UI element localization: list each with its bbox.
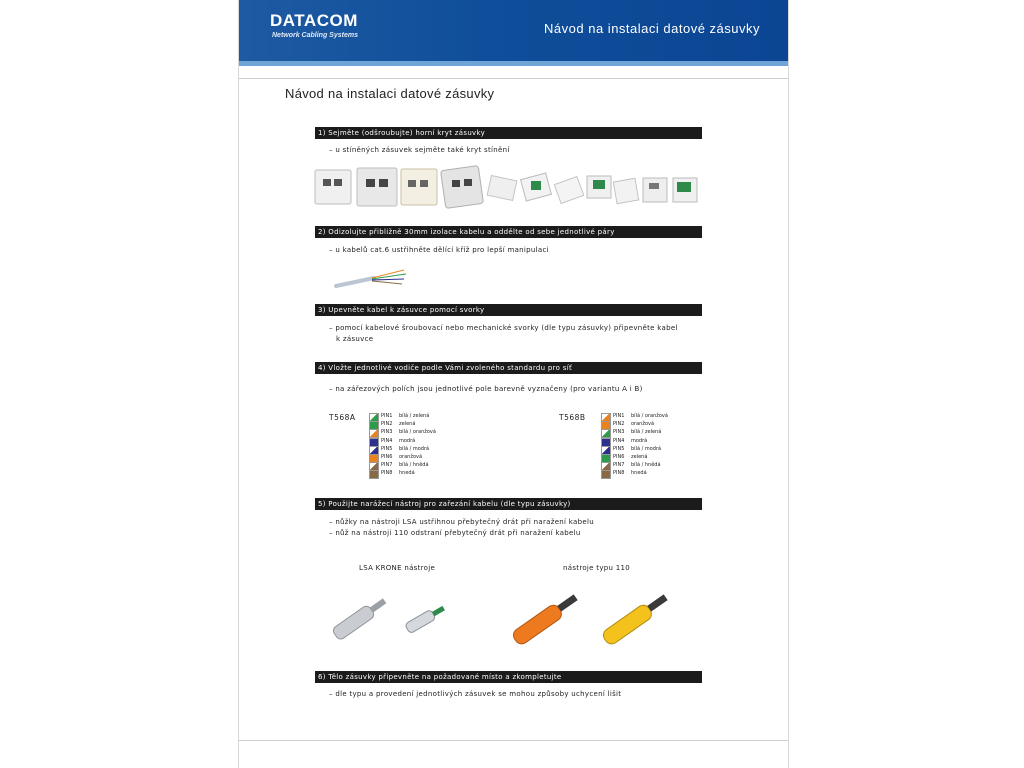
step-3-note-2: k zásuvce [336, 335, 374, 343]
socket-photo-1 [315, 170, 351, 204]
socket-photo-5 [487, 176, 517, 201]
pin-number: PIN7 [381, 462, 393, 469]
cable-photo [334, 262, 414, 294]
pin-number: PIN1 [613, 413, 625, 419]
socket-photo-2 [357, 168, 397, 206]
pin-color-name: zelená [631, 453, 648, 460]
pin-color-name: bílá / zelená [631, 429, 662, 436]
pin-color-name: bílá / hnědá [399, 462, 429, 469]
pin-label [381, 462, 429, 469]
pin-label [613, 462, 661, 469]
yellow-110-tool [601, 591, 671, 647]
pin-number: PIN6 [381, 453, 393, 460]
step-2-heading: 2) Odizolujte přibližně 30mm izolace kabelu a oddělte od sebe jednotlivé páry [315, 226, 702, 238]
socket-photo-7 [554, 176, 583, 203]
step-3-heading: 3) Upevněte kabel k zásuvce pomocí svorky [315, 304, 702, 316]
pin-label [381, 421, 415, 428]
t568a-title: T568A [329, 413, 356, 422]
pin-number: PIN3 [381, 429, 393, 436]
socket-photo-8 [587, 176, 611, 198]
step-5-heading: 5) Použijte narážecí nástroj pro zařezání kabelu (dle typu zásuvky) [315, 498, 702, 510]
pin-number: PIN5 [613, 445, 625, 452]
type110-tools-label: nástroje typu 110 [563, 564, 631, 572]
pin-number: PIN4 [613, 437, 625, 444]
pin-label [381, 454, 422, 461]
pin-label [613, 438, 647, 445]
pin-label [613, 429, 661, 436]
step-1-note: – u stíněných zásuvek sejměte také kryt stínění [329, 146, 510, 154]
pin-label [613, 413, 668, 420]
pin-label [613, 454, 647, 461]
lsa-tool-2 [405, 603, 447, 634]
step-5-note-2: – nůž na nástroji 110 odstraní přebytečný drát při naražení kabelu [329, 529, 581, 537]
pin-label [613, 470, 647, 477]
pin-color-swatch [369, 470, 379, 479]
pin-color-name: bílá / oranžová [399, 429, 436, 436]
pin-color-name: modrá [399, 437, 416, 444]
pin-label [381, 446, 429, 453]
pin-number: PIN2 [613, 421, 625, 428]
socket-photo-6 [521, 173, 552, 201]
t568b-title: T568B [559, 413, 586, 422]
lsa-tools-label: LSA KRONE nástroje [359, 564, 436, 572]
pin-color-name: bílá / zelená [399, 413, 430, 419]
document-page [238, 0, 789, 768]
pin-color-name: bílá / modrá [399, 445, 430, 452]
step-6-note: – dle typu a provedení jednotlivých zásuvek se mohou způsoby uchycení lišit [329, 690, 622, 698]
pin-number: PIN8 [613, 470, 625, 477]
step-2-note: – u kabelů cat.6 ustřihněte dělící kříž pro lepší manipulaci [329, 246, 549, 254]
pin-color-name: bílá / oranžová [631, 413, 668, 419]
type110-tool-photos [509, 588, 699, 650]
pin-color-name: hnedá [631, 470, 647, 477]
step-6-heading: 6) Tělo zásuvky připevněte na požadované místo a zkompletujte [315, 671, 702, 683]
step-4-heading: 4) Vložte jednotlivé vodiče podle Vámi zvoleného standardu pro síť [315, 362, 702, 374]
socket-photo-3 [401, 169, 437, 205]
divider [239, 740, 788, 741]
pin-color-name: hnedá [399, 470, 415, 477]
pin-label [613, 446, 661, 453]
pin-color-name: oranžová [399, 453, 423, 460]
pin-number: PIN6 [613, 453, 625, 460]
lsa-tool-1 [331, 595, 388, 641]
pin-label [381, 438, 415, 445]
pin-number: PIN1 [381, 413, 393, 419]
lsa-tool-photos [329, 590, 454, 650]
socket-photo-4 [441, 166, 484, 209]
socket-photo-11 [673, 178, 697, 202]
page-title: Návod na instalaci datové zásuvky [285, 86, 495, 101]
orange-110-tool [511, 591, 581, 647]
socket-photo-9 [613, 178, 638, 203]
header-title: Návod na instalaci datové zásuvky [544, 21, 760, 36]
step-1-heading: 1) Sejměte (odšroubujte) horní kryt zásuvky [315, 127, 702, 139]
pin-color-name: zelená [399, 421, 416, 428]
pin-color-name: oranžová [631, 421, 655, 428]
step-5-note-1: – nůžky na nástroji LSA ustřihnou přebytečný drát při naražení kabelu [329, 518, 594, 526]
pin-color-name: bílá / modrá [631, 445, 662, 452]
step-4-note: – na zářezových polích jsou jednotlivé pole barevně vyznačeny (pro variantu A i B) [329, 385, 643, 393]
pin-number: PIN2 [381, 421, 393, 428]
pin-number: PIN8 [381, 470, 393, 477]
brand-subtitle: Network Cabling Systems [272, 32, 358, 39]
pin-number: PIN4 [381, 437, 393, 444]
pin-label [613, 421, 654, 428]
header-stripe [239, 61, 788, 66]
pin-color-name: bílá / hnědá [631, 462, 661, 469]
header-banner [239, 0, 788, 61]
step-3-note-1: – pomocí kabelové šroubovací nebo mechanické svorky (dle typu zásuvky) připevněte kabel [329, 324, 678, 332]
pin-number: PIN7 [613, 462, 625, 469]
brand-logo: DATACOM [270, 11, 358, 30]
pin-number: PIN5 [381, 445, 393, 452]
pin-number: PIN3 [613, 429, 625, 436]
socket-photos [313, 164, 708, 214]
pin-label [381, 413, 429, 420]
pin-color-swatch [601, 470, 611, 479]
divider [239, 78, 788, 79]
pin-color-name: modrá [631, 437, 648, 444]
pin-label [381, 429, 436, 436]
socket-photo-10 [643, 178, 667, 202]
pin-label [381, 470, 415, 477]
